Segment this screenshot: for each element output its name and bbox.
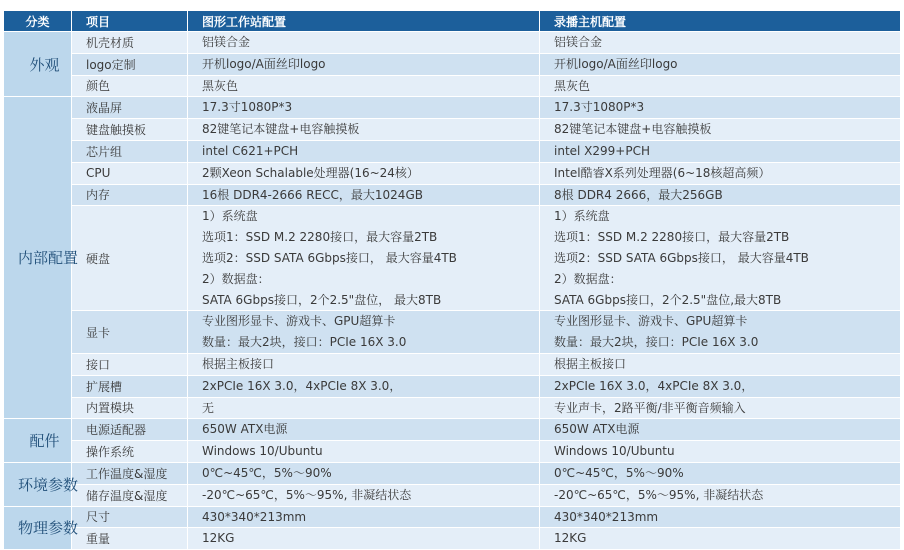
cell-line: 8根 DDR4 2666，最大256GB <box>554 187 723 202</box>
category-cell: 外观 <box>4 32 72 97</box>
table-header <box>4 11 901 32</box>
category-cell: 配件 <box>4 419 72 463</box>
cell-line: 黑灰色 <box>202 78 239 93</box>
cell-line: 2颗Xeon Schalable处理器(16~24核） <box>202 165 419 180</box>
item-cell: 储存温度&湿度 <box>72 484 188 506</box>
table-row <box>4 75 901 97</box>
table-row <box>4 97 901 119</box>
config-b-cell <box>540 353 901 375</box>
config-b-cell <box>540 375 901 397</box>
config-b-cell <box>540 441 901 463</box>
cell-line: 12KG <box>554 531 587 546</box>
config-a-cell <box>188 311 540 354</box>
config-b-cell <box>540 311 901 354</box>
cell-line: 2）数据盘： <box>554 271 622 286</box>
cell-line: 650W ATX电源 <box>554 422 640 437</box>
config-b-cell <box>540 397 901 419</box>
config-a-cell <box>188 375 540 397</box>
cell-line: 17.3寸1080P*3 <box>202 100 293 115</box>
config-a-cell <box>188 397 540 419</box>
cell-line: 17.3寸1080P*3 <box>554 100 645 115</box>
config-b-cell <box>540 528 901 550</box>
item-cell: 液晶屏 <box>72 97 188 119</box>
cell-line: 2xPCIe 16X 3.0，4xPCIe 8X 3.0， <box>554 378 754 393</box>
cell-line: 650W ATX电源 <box>202 422 288 437</box>
cell-line: Intel酷睿X系列处理器(6~18核超高频） <box>554 165 771 180</box>
header-config-b: 录播主机配置 <box>540 11 901 32</box>
cell-line: intel X299+PCH <box>554 143 650 158</box>
item-cell: 颜色 <box>72 75 188 97</box>
cell-line: 1）系统盘 <box>554 209 610 224</box>
item-cell: 电源适配器 <box>72 419 188 441</box>
config-b-cell <box>540 119 901 141</box>
item-cell: 显卡 <box>72 311 188 354</box>
config-b-cell <box>540 32 901 54</box>
header-config-a: 图形工作站配置 <box>188 11 540 32</box>
config-a-cell <box>188 32 540 54</box>
config-b-cell <box>540 206 901 311</box>
spec-table <box>3 10 901 550</box>
cell-line: intel C621+PCH <box>202 143 299 158</box>
config-a-cell <box>188 97 540 119</box>
table-row <box>4 162 901 184</box>
item-cell: 内存 <box>72 184 188 206</box>
item-cell: 工作温度&湿度 <box>72 462 188 484</box>
cell-line: 专业声卡，2路平衡/非平衡音频输入 <box>554 400 746 415</box>
cell-line: 专业图形显卡、游戏卡、GPU超算卡 <box>202 314 396 329</box>
item-cell: 扩展槽 <box>72 375 188 397</box>
cell-line: 选项2：SSD SATA 6Gbps接口， 最大容量4TB <box>554 250 809 265</box>
cell-line: 0℃~45℃，5%～90% <box>202 465 332 480</box>
cell-line: 12KG <box>202 531 235 546</box>
config-b-cell <box>540 184 901 206</box>
config-b-cell <box>540 97 901 119</box>
config-b-cell <box>540 484 901 506</box>
cell-line: 430*340*213mm <box>202 509 307 524</box>
cell-line: 黑灰色 <box>554 78 591 93</box>
cell-line: 选项1：SSD M.2 2280接口，最大容量2TB <box>554 230 790 245</box>
cell-line: 选项1：SSD M.2 2280接口，最大容量2TB <box>202 230 438 245</box>
item-cell: logo定制 <box>72 53 188 75</box>
cell-line: 铝镁合金 <box>554 35 603 49</box>
item-cell: 机壳材质 <box>72 32 188 54</box>
cell-line: 开机logo/A面丝印logo <box>554 56 678 71</box>
config-b-cell <box>540 53 901 75</box>
cell-line: 根据主板接口 <box>202 356 275 371</box>
table-row <box>4 397 901 419</box>
cell-line: 1）系统盘 <box>202 209 258 224</box>
table-row <box>4 419 901 441</box>
cell-line: Windows 10/Ubuntu <box>202 444 323 459</box>
cell-line: 铝镁合金 <box>202 35 251 49</box>
config-a-cell <box>188 506 540 528</box>
config-a-cell <box>188 53 540 75</box>
table-row <box>4 140 901 162</box>
cell-line: 0℃~45℃，5%～90% <box>554 465 684 480</box>
config-b-cell <box>540 140 901 162</box>
cell-line: Windows 10/Ubuntu <box>554 444 675 459</box>
config-b-cell <box>540 506 901 528</box>
config-a-cell <box>188 206 540 311</box>
table-row <box>4 375 901 397</box>
table-row <box>4 53 901 75</box>
cell-line: -20℃~65℃，5%～95%, 非凝结状态 <box>202 487 412 502</box>
cell-line: 16根 DDR4-2666 RECC，最大1024GB <box>202 187 423 202</box>
cell-line: -20℃~65℃，5%～95%, 非凝结状态 <box>554 487 764 502</box>
item-cell: CPU <box>72 162 188 184</box>
cell-line: 数量：最大2块，接口：PCIe 16X 3.0 <box>554 335 759 350</box>
cell-line: 根据主板接口 <box>554 356 627 371</box>
category-cell: 内部配置 <box>4 97 72 419</box>
item-cell: 接口 <box>72 353 188 375</box>
config-a-cell <box>188 484 540 506</box>
config-a-cell <box>188 528 540 550</box>
config-b-cell <box>540 462 901 484</box>
config-a-cell <box>188 419 540 441</box>
item-cell: 键盘触摸板 <box>72 119 188 141</box>
cell-line: 选项2：SSD SATA 6Gbps接口， 最大容量4TB <box>202 250 457 265</box>
cell-line: SATA 6Gbps接口，2个2.5"盘位， 最大8TB <box>202 292 442 307</box>
category-cell: 环境参数 <box>4 462 72 506</box>
cell-line: 专业图形显卡、游戏卡、GPU超算卡 <box>554 314 748 329</box>
header-category: 分类 <box>4 11 72 32</box>
table-row <box>4 184 901 206</box>
table-row <box>4 528 901 550</box>
cell-line: 2）数据盘： <box>202 271 270 286</box>
config-a-cell <box>188 162 540 184</box>
cell-line: 开机logo/A面丝印logo <box>202 56 326 71</box>
table-row <box>4 441 901 463</box>
config-a-cell <box>188 184 540 206</box>
config-a-cell <box>188 462 540 484</box>
table-row <box>4 206 901 311</box>
config-a-cell <box>188 140 540 162</box>
cell-line: 430*340*213mm <box>554 509 659 524</box>
header-item: 项目 <box>72 11 188 32</box>
category-cell: 物理参数 <box>4 506 72 550</box>
cell-line: 82键笔记本键盘+电容触摸板 <box>202 122 360 137</box>
table-row <box>4 353 901 375</box>
item-cell: 内置模块 <box>72 397 188 419</box>
table-row <box>4 32 901 54</box>
config-a-cell <box>188 441 540 463</box>
config-a-cell <box>188 353 540 375</box>
table-row <box>4 506 901 528</box>
config-a-cell <box>188 75 540 97</box>
item-cell: 尺寸 <box>72 506 188 528</box>
config-b-cell <box>540 162 901 184</box>
cell-line: 82键笔记本键盘+电容触摸板 <box>554 122 712 137</box>
config-a-cell <box>188 119 540 141</box>
table-row <box>4 119 901 141</box>
table-row <box>4 484 901 506</box>
cell-line: 2xPCIe 16X 3.0，4xPCIe 8X 3.0， <box>202 378 402 393</box>
table-row <box>4 462 901 484</box>
table-row <box>4 311 901 354</box>
cell-line: 无 <box>202 400 215 415</box>
cell-line: SATA 6Gbps接口，2个2.5"盘位,最大8TB <box>554 292 782 307</box>
item-cell: 芯片组 <box>72 140 188 162</box>
item-cell: 硬盘 <box>72 206 188 311</box>
cell-line: 数量：最大2块，接口：PCIe 16X 3.0 <box>202 335 407 350</box>
item-cell: 操作系统 <box>72 441 188 463</box>
item-cell: 重量 <box>72 528 188 550</box>
config-b-cell <box>540 75 901 97</box>
config-b-cell <box>540 419 901 441</box>
table-body <box>4 32 901 550</box>
